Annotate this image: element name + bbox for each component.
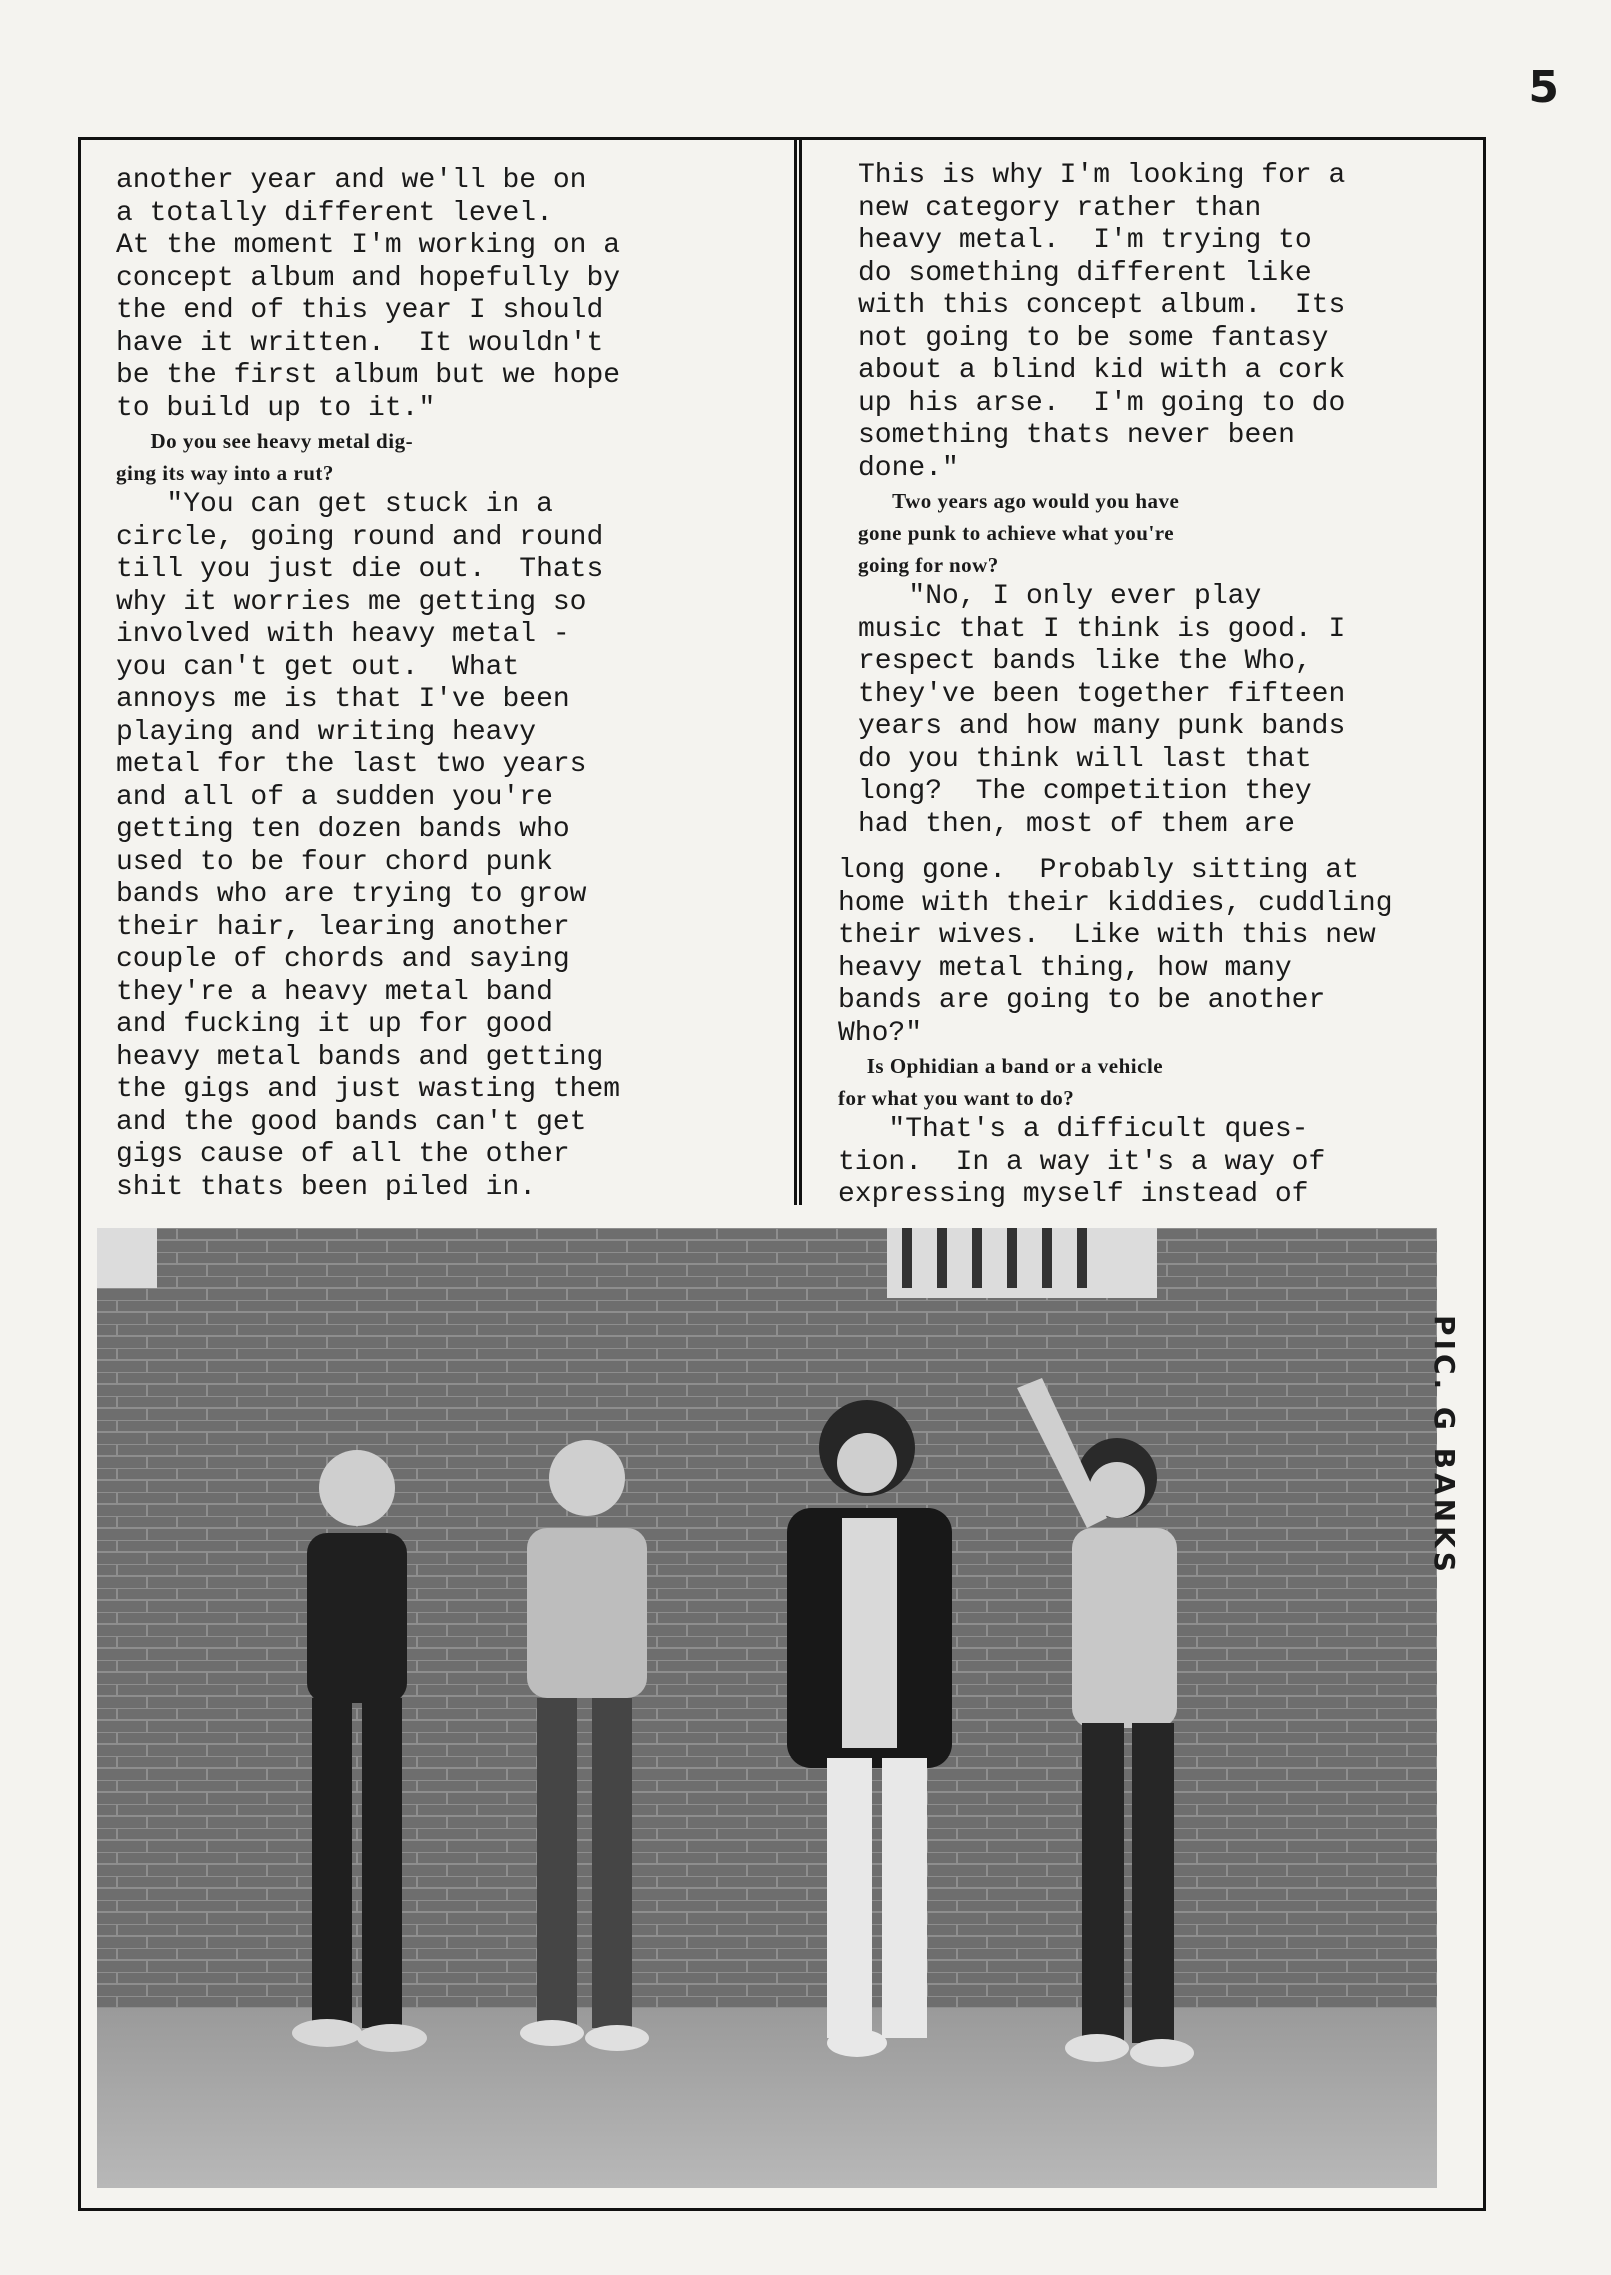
article-text-line: heavy metal bands and getting <box>116 1041 604 1073</box>
article-text-line: be the first album but we hope <box>116 360 621 391</box>
article-text-line: years and how many punk bands <box>858 711 1346 742</box>
article-text-line: involved with heavy metal - <box>116 619 570 650</box>
article-text-line: their wives. Like with this new <box>838 920 1376 951</box>
brick-wall <box>97 1228 1437 2028</box>
article-text-line: another year and we'll be on <box>116 165 587 196</box>
article-text-line: This is why I'm looking for a <box>858 160 1346 191</box>
article-text-line: and all of a sudden you're <box>116 781 553 813</box>
band-photo <box>97 1228 1437 2188</box>
article-text-line: not going to be some fantasy <box>858 322 1329 354</box>
article-text-line: and fucking it up for good <box>116 1009 553 1040</box>
article-text-line: At the moment I'm working on a <box>116 230 621 261</box>
page-number: 5 <box>1528 62 1559 113</box>
photo-credit: PIC. G BANKS <box>1428 1315 1461 1576</box>
column-divider <box>794 137 802 1205</box>
article-text-line: metal for the last two years <box>116 749 587 780</box>
article-text-line: "That's a difficult ques- <box>838 1114 1309 1145</box>
article-text-line: heavy metal thing, how many <box>838 952 1292 984</box>
article-text-line: gigs cause of all the other <box>116 1139 570 1170</box>
article-text-line: to build up to it." <box>116 392 436 424</box>
article-text-line: do you think will last that <box>858 743 1312 775</box>
article-text-line: tion. In a way it's a way of <box>838 1146 1326 1178</box>
article-text-line: the gigs and just wasting them <box>116 1074 621 1105</box>
article-text-line: getting ten dozen bands who <box>116 814 570 845</box>
interview-question-line: Do you see heavy metal dig- <box>116 429 414 453</box>
article-text-line: bands are going to be another <box>838 985 1326 1016</box>
interview-question-line: going for now? <box>858 553 999 577</box>
article-text-line: long? The competition they <box>858 776 1312 807</box>
interview-question-line: Two years ago would you have <box>858 489 1180 513</box>
interview-question-line: gone punk to achieve what you're <box>858 521 1175 545</box>
article-text-line: expressing myself instead of <box>838 1179 1309 1210</box>
right-column <box>858 160 1458 841</box>
article-text-line: respect bands like the Who, <box>858 646 1312 677</box>
article-text-line: concept album and hopefully by <box>116 262 621 294</box>
article-text-line: playing and writing heavy <box>116 716 537 748</box>
article-text-line: and the good bands can't get <box>116 1106 587 1138</box>
article-text-line: till you just die out. Thats <box>116 554 604 585</box>
article-text-line: shit thats been piled in. <box>116 1171 537 1203</box>
article-text-line: they've been together fifteen <box>858 678 1346 710</box>
article-text-line: do something different like <box>858 257 1312 289</box>
article-text-line: up his arse. I'm going to do <box>858 387 1346 419</box>
article-text-line: new category rather than <box>858 192 1262 224</box>
interview-question-line: for what you want to do? <box>838 1086 1075 1110</box>
article-text-line: heavy metal. I'm trying to <box>858 225 1312 256</box>
article-text-line: long gone. Probably sitting at <box>838 855 1359 886</box>
left-column <box>116 165 756 1204</box>
article-text-line: "You can get stuck in a <box>116 489 553 520</box>
article-text-line: bands who are trying to grow <box>116 879 587 910</box>
article-text-line: with this concept album. Its <box>858 290 1346 321</box>
article-text-line: about a blind kid with a cork <box>858 355 1346 386</box>
article-text-line: why it worries me getting so <box>116 586 587 618</box>
article-text-line: Who?" <box>838 1017 923 1049</box>
article-text-line: something thats never been <box>858 420 1295 451</box>
article-text-line: they're a heavy metal band <box>116 976 553 1008</box>
interview-question-line: ging its way into a rut? <box>116 461 334 485</box>
article-text-line: done." <box>858 452 959 484</box>
article-text-line: have it written. It wouldn't <box>116 327 604 359</box>
article-text-line: you can't get out. What <box>116 651 520 683</box>
article-text-line: their hair, learing another <box>116 911 570 943</box>
article-text-line: annoys me is that I've been <box>116 684 570 715</box>
band-photo-image <box>97 1228 1437 2188</box>
article-text-line: a totally different level. <box>116 197 553 229</box>
article-text-line: used to be four chord punk <box>116 846 553 878</box>
article-text-line: had then, most of them are <box>858 808 1295 840</box>
article-text-line: "No, I only ever play <box>858 581 1262 612</box>
article-text-line: home with their kiddies, cuddling <box>838 887 1393 919</box>
article-text-line: the end of this year I should <box>116 295 604 326</box>
article-text-line: music that I think is good. I <box>858 613 1346 645</box>
right-column-continued <box>838 855 1478 1212</box>
interview-question-line: Is Ophidian a band or a vehicle <box>838 1054 1164 1078</box>
article-text-line: circle, going round and round <box>116 521 604 553</box>
article-text-line: couple of chords and saying <box>116 944 570 975</box>
